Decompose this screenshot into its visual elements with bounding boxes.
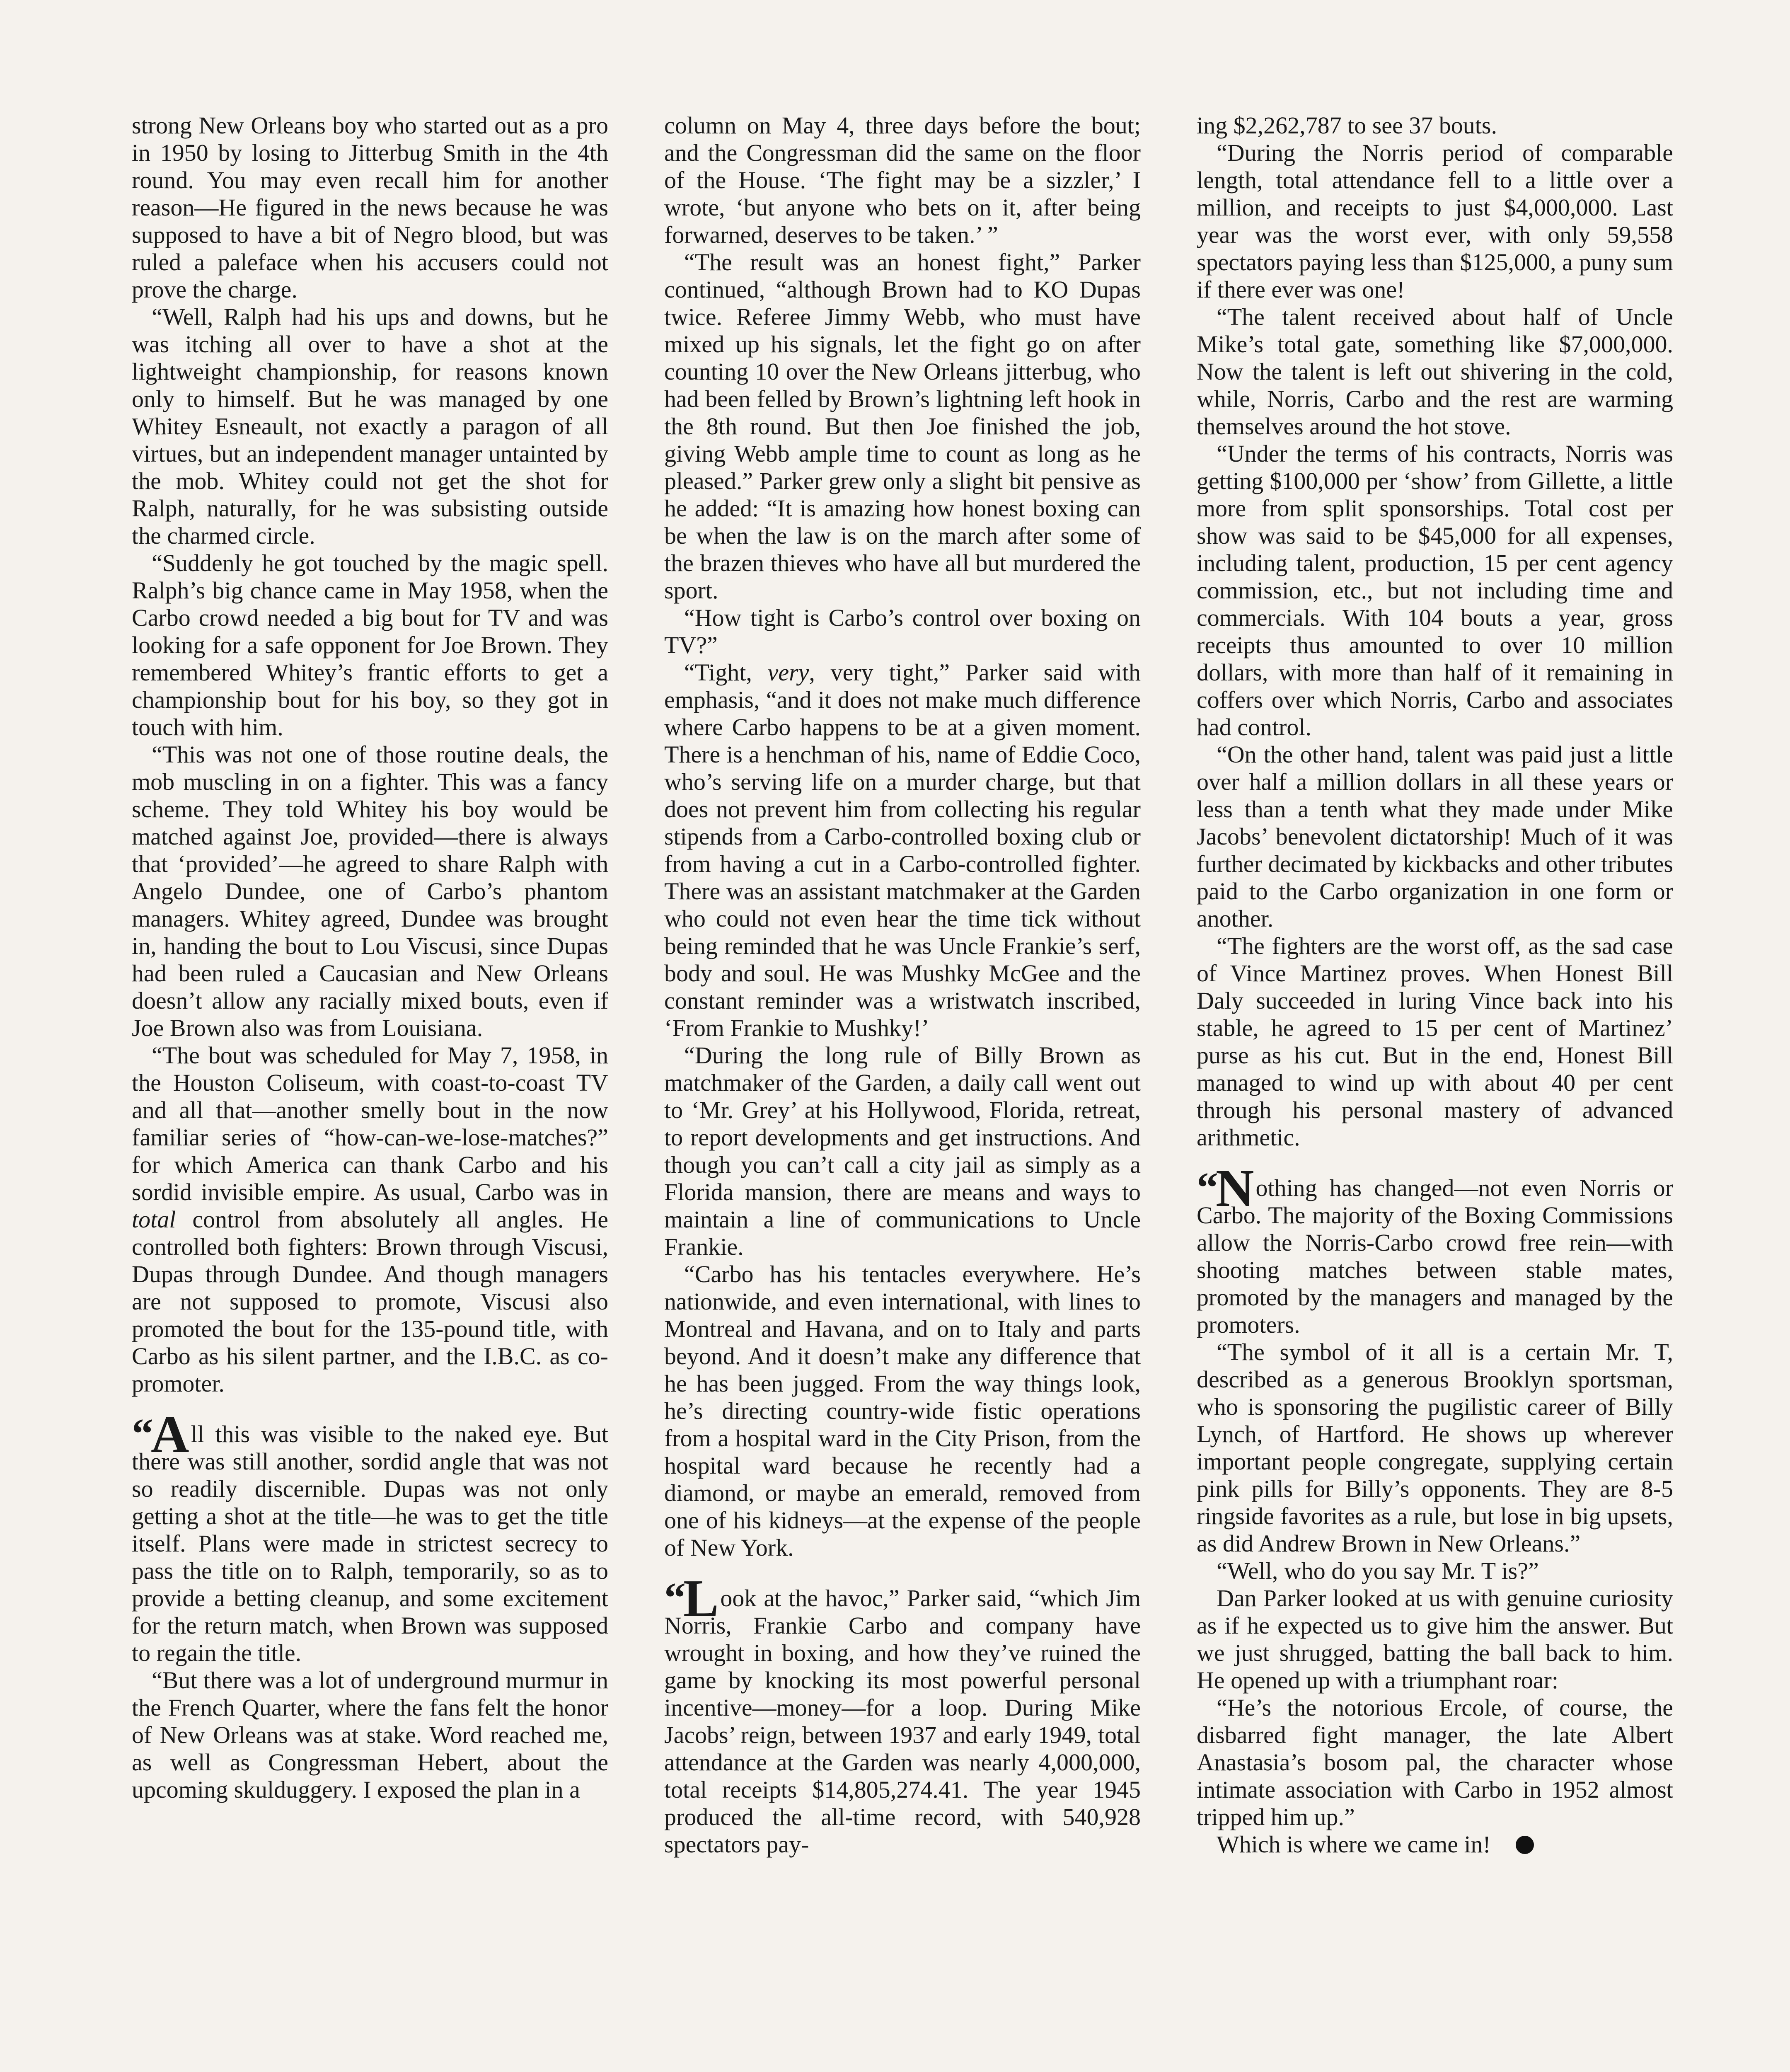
- paragraph: “The bout was scheduled for May 7, 1958, in the Houston Coliseum, with coast-to-coast TV and all that—another smelly bout in the now familiar series of “how-can-we-lose-matches?” for which America can thank Carbo and his sordid invisible empire. As usual, Carbo was in total control from absolutely all angles. He controlled both fighters: Brown through Viscusi, Dupas through Dundee. And though managers are not supposed to promote, Viscusi also promoted the bout for the 135-pound title, with Carbo as his silent partner, and the I.B.C. as co-promoter.: [132, 1042, 608, 1397]
- drop-cap-paragraph: [132, 1405, 608, 1667]
- opening-quote-mark: “: [132, 1410, 151, 1457]
- column-3: [1197, 112, 1673, 2072]
- paragraph: ing $2,262,787 to see 37 bouts.: [1197, 112, 1497, 139]
- paragraph: “The talent received about half of Uncle Mike’s total gate, something like $7,000,000. Now the talent is left out shivering in the cold, while, Norris, Carbo and the rest are warming themselves around the hot stove.: [1197, 303, 1673, 440]
- drop-cap-letter: L: [683, 1569, 719, 1628]
- column-2: [664, 112, 1141, 2072]
- drop-cap-text: ook at the havoc,” Parker said, “which Jim Norris, Frankie Carbo and company have wrought in boxing, and how they’ve ruined the game by knocking its most powerful personal incentive—money—for a loop. During Mike Jacobs’ reign, between 1937 and early 1949, total attendance at the Garden was nearly 4,000,000, total receipts $14,805,274.41. The year 1945 produced the all-time record, with 540,928 spectators pay-: [664, 1585, 1141, 1858]
- drop-cap-letter: N: [1216, 1159, 1254, 1218]
- column-1: [132, 112, 608, 2072]
- paragraph: “Well, who do you say Mr. T is?”: [1217, 1557, 1539, 1584]
- paragraph: “The symbol of it all is a certain Mr. T, described as a generous Brooklyn sportsman, who is sponsoring the pugilistic career of Billy Lynch, of Hartford. He shows up wherever important people congregate, supplying certain pink pills for Billy’s opponents. They are 8-5 ringside favorites as a rule, but lose in big upsets, as did Andrew Brown in New Orleans.”: [1197, 1339, 1673, 1557]
- paragraph: “Suddenly he got touched by the magic spell. Ralph’s big chance came in May 1958, when the Carbo crowd needed a big bout for TV and was looking for a safe opponent for Joe Brown. They remembered Whitey’s frantic efforts to get a championship bout for his boy, so they got in touch with him.: [132, 549, 608, 741]
- paragraph: “During the long rule of Billy Brown as matchmaker of the Garden, a daily call went out to ‘Mr. Grey’ at his Hollywood, Florida, retreat, to report developments and get instructions. And though you can’t call a city jail as simply as a Florida mansion, there are means and ways to maintain a line of communications to Uncle Frankie.: [664, 1042, 1141, 1260]
- paragraph: “Under the terms of his contracts, Norris was getting $100,000 per ‘show’ from Gillette, a little more from split sponsorships. Total cost per show was said to be $45,000 for all expenses, including talent, production, 15 per cent agency commission, etc., but not including time and commercials. With 104 bouts a year, gross receipts thus amounted to over 10 million dollars, with more than half of it remaining in coffers over which Norris, Carbo and associates had control.: [1197, 440, 1673, 741]
- paragraph: “But there was a lot of underground murmur in the French Quarter, where the fans felt the honor of New Orleans was at stake. Word reached me, as well as Congressman Hebert, about the upcoming skulduggery. I exposed the plan in a: [132, 1667, 608, 1803]
- drop-cap-letter: A: [151, 1405, 189, 1464]
- paragraph: “During the Norris period of comparable length, total attendance fell to a little over a million, and receipts to just $4,000,000. Last year was the worst ever, with only 59,558 spectators paying less than $125,000, a puny sum if there ever was one!: [1197, 139, 1673, 303]
- paragraph: “Tight, very, very tight,” Parker said with emphasis, “and it does not make much difference where Carbo happens to be at a given moment. There is a henchman of his, name of Eddie Coco, who’s serving life on a murder charge, but that does not prevent him from collecting his regular stipends from a Carbo-controlled boxing club or from having a cut in a Carbo-controlled fighter. There was an assistant matchmaker at the Garden who could not even hear the time tick without being reminded that he was Uncle Frankie’s serf, body and soul. He was Mushky McGee and the constant reminder was a wristwatch inscribed, ‘From Frankie to Mushky!’: [664, 659, 1141, 1041]
- opening-quote-mark: “: [664, 1574, 683, 1622]
- paragraph: “He’s the notorious Ercole, of course, the disbarred fight manager, the late Albert Anastasia’s bosom pal, the character whose intimate association with Carbo in 1952 almost tripped him up.”: [1197, 1694, 1673, 1830]
- paragraph: “How tight is Carbo’s control over boxing on TV?”: [664, 604, 1141, 658]
- italic-emphasis: total: [132, 1206, 176, 1233]
- paragraph: “Well, Ralph had his ups and downs, but he was itching all over to have a shot at the lightweight championship, for reasons known only to himself. But he was managed by one Whitey Esneault, not exactly a paragon of all virtues, but an independent manager untainted by the mob. Whitey could not get the shot for Ralph, naturally, for he was subsisting outside the charmed circle.: [132, 303, 608, 549]
- paragraph: “The result was an honest fight,” Parker continued, “although Brown had to KO Dupas twice. Referee Jimmy Webb, who must have mixed up his signals, let the fight go on after counting 10 over the New Orleans jitterbug, who had been felled by Brown’s lightning left hook in the 8th round. But then Joe finished the job, giving Webb ample time to count as long as he pleased.” Parker grew only a slight bit pensive as he added: “It is amazing how honest boxing can be when the law is on the march after some of the brazen thieves who have all but murdered the sport.: [664, 249, 1141, 604]
- closing-paragraph: [1197, 1831, 1673, 1858]
- italic-emphasis: very: [767, 659, 809, 686]
- article-columns: [132, 112, 1673, 2072]
- paragraph: “This was not one of those routine deals, the mob muscling in on a fighter. This was a fancy scheme. They told Whitey his boy would be matched against Joe, provided—there is always that ‘provided’—he agreed to share Ralph with Angelo Dundee, one of Carbo’s phantom managers. Whitey agreed, Dundee was brought in, handing the bout to Lou Viscusi, since Dupas had been ruled a Caucasian and New Orleans doesn’t allow any racially mixed bouts, even if Joe Brown also was from Louisiana.: [132, 741, 608, 1041]
- opening-quote-mark: “: [1197, 1164, 1216, 1211]
- paragraph: column on May 4, three days before the bout; and the Congressman did the same on the floor of the House. ‘The fight may be a sizzler,’ I wrote, ‘but anyone who bets on it, after being forwarned, deserves to be taken.’ ”: [664, 112, 1141, 248]
- end-mark-icon: [1516, 1836, 1534, 1854]
- closing-line: Which is where we came in!: [1217, 1831, 1491, 1858]
- paragraph: “The fighters are the worst off, as the sad case of Vince Martinez proves. When Honest Bill Daly succeeded in luring Vince back into his stable, he agreed to 15 per cent of Martinez’ purse as his cut. But in the end, Honest Bill managed to wind up with about 40 per cent through his personal mastery of advanced arithmetic.: [1197, 932, 1673, 1151]
- paragraph: Dan Parker looked at us with genuine curiosity as if he expected us to give him the answer. But we just shrugged, batting the ball back to him. He opened up with a triumphant roar:: [1197, 1585, 1673, 1694]
- paragraph: “Carbo has his tentacles everywhere. He’s nationwide, and even international, with lines to Montreal and Havana, and on to Italy and parts beyond. And it doesn’t make any difference that he has been jugged. From the way things look, he’s directing country-wide fistic operations from a hospital ward in the City Prison, from the hospital ward because he recently had a diamond, or maybe an emerald, removed from one of his kidneys—at the expense of the people of New York.: [664, 1261, 1141, 1561]
- paragraph: “On the other hand, talent was paid just a little over half a million dollars in all these years or less than a tenth what they made under Mike Jacobs’ benevolent dictatorship! Much of it was further decimated by kickbacks and other tributes paid to the Carbo organization in one form or another.: [1197, 741, 1673, 932]
- drop-cap-paragraph: [1197, 1159, 1673, 1339]
- drop-cap-text: ll this was visible to the naked eye. But there was still another, sordid angle that was not so readily discernible. Dupas was not only getting a shot at the title—he was to get the title itself. Plans were made in strictest secrecy to pass the title on to Ralph, temporarily, so as to provide a betting cleanup, and some excitement for the return match, when Brown was supposed to regain the title.: [132, 1421, 608, 1666]
- paragraph: strong New Orleans boy who started out as a pro in 1950 by losing to Jitterbug Smith in the 4th round. You may even recall him for another reason—He figured in the news because he was supposed to have a bit of Negro blood, but was ruled a paleface when his accusers could not prove the charge.: [132, 112, 608, 303]
- drop-cap-paragraph: [664, 1569, 1141, 1858]
- drop-cap-text: othing has changed—not even Norris or Carbo. The majority of the Boxing Commissions allow the Norris-Carbo crowd free rein—with shooting matches between stable mates, promoted by the managers and managed by the promoters.: [1197, 1174, 1673, 1338]
